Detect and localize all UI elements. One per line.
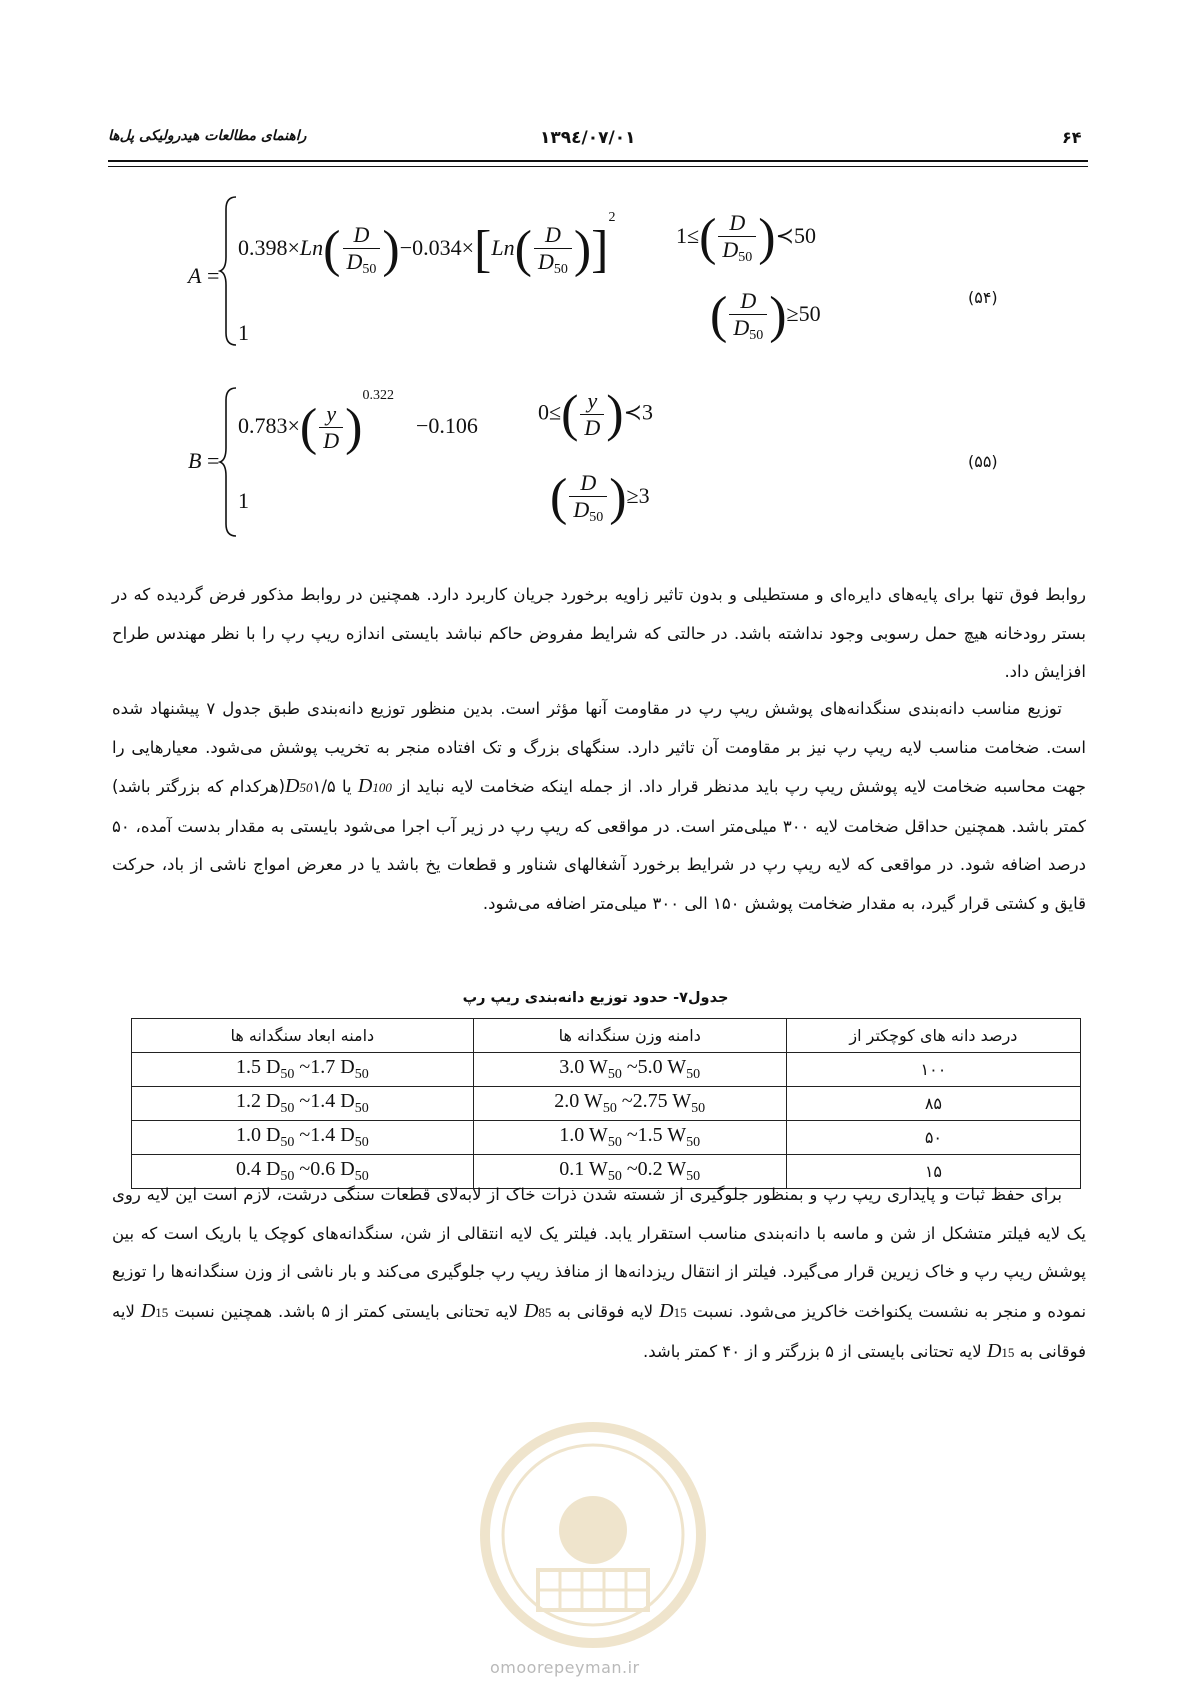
eq54-row1: 0.398×Ln( $\frac{D}{D_{50}}$ )−0.034×[Ln( $\frac{D}{D_{50}}$ )]$^2$ [238,210,616,278]
table-header: درصد دانه های کوچکتر از [786,1019,1080,1053]
table-row [132,1087,1081,1121]
book-title: راهنمای مطالعات هیدرولیکی پل‌ها [108,128,307,144]
table-row [132,1053,1081,1087]
eq54-cond1: 1≤( $\frac{D}{D_{50}}$ )≺50 [676,209,817,266]
paragraph-3-text-b: لایه فوقانی به [557,1301,654,1321]
seal-logo-icon [478,1420,708,1650]
table-cell-size: 1.5 $D_{50}$ ~1.7 $D_{50}$ [132,1053,474,1087]
table-cell-weight: 1.0 $W_{50}$ ~1.5 $W_{50}$ [473,1121,786,1155]
paragraph-1 [112,576,1086,692]
table-cell-percent: ۸۵ [786,1087,1080,1121]
table-caption: جدول۷- حدود توزیع دانه‌بندی ریپ رپ [462,990,729,1006]
eq54-number: (۵۴) [968,288,998,307]
table-cell-size: 1.2 $D_{50}$ ~1.4 $D_{50}$ [132,1087,474,1121]
table-cell-size: 0.4 $D_{50}$ ~0.6 $D_{50}$ [132,1155,474,1189]
table-cell-weight: 2.0 $W_{50}$ ~2.75 $W_{50}$ [473,1087,786,1121]
table-row [132,1121,1081,1155]
table-cell-percent: ۱۵ [786,1155,1080,1189]
watermark-text: omoorepeyman.ir [490,1658,640,1677]
eq55-row1: 0.783×( $\frac{y}{D}$ )$^{0.322}$ −0.106 [238,388,478,456]
eq55-number: (۵۵) [968,452,998,471]
table-cell-percent: ۵۰ [786,1121,1080,1155]
page-number: ۶۴ [1062,128,1082,147]
eq55-cond1: 0≤( $\frac{y}{D}$ )≺3 [538,385,654,443]
paragraph-2: توزیع مناسب دانه‌بندی سنگدانه‌های پوشش ریپ رپ در مقاومت آنها مؤثر است. بدین منظور توزیع دانه‌بندی طبق جدول ۷ پیشنهاد شده است. ضخامت مناسب لایه ریپ رپ نیز بر مقاومت آن تاثیر دارد. سنگهای بزرگ و تک افتاده منجر به تخریب پوشش می‌شود. معیارهایی را جهت محاسبه ضخامت لایه پوشش ریپ رپ باید مدنظر قرار داد. از جمله اینکه ضخامت لایه نباید از D100 یا D50۱/۵(هرکدام که بزرگتر باشد) کمتر باشد. همچنین حداقل ضخامت لایه ۳۰۰ میلی‌متر است. در مواقعی که ریپ رپ در زیر آب اجرا می‌شود بایستی به مقدار بدست آمده، ۵۰ درصد اضافه شود. در مواقعی که لایه ریپ رپ در شرایط برخورد آشغالهای شناور و قطعات یخ باشد یا در معرض امواج ناشی از باد، حرکت قایق و کشتی قرار گیرد، به مقدار ضخامت پوشش ۱۵۰ الی ۳۰۰ میلی‌متر اضافه می‌شود. [112,699,1086,913]
eq55-brace [218,386,238,538]
header-date: ۱۳۹٤/۰۷/۰۱ [540,128,636,148]
header-rule-bottom [108,166,1088,167]
riprap-gradation-table [131,1018,1081,1189]
eq55-cond2: ( $\frac{D}{D_{50}}$ )≥3 [550,469,650,526]
table-cell-weight: 3.0 $W_{50}$ ~5.0 $W_{50}$ [473,1053,786,1087]
header-rule-top [108,160,1088,162]
paragraph-3-text-e: لایه تحتانی بایستی از ۵ بزرگتر و از ۴۰ کمتر باشد. [643,1342,982,1361]
paragraph-2-text-b: یا [342,777,352,796]
eq54-row2: 1 [238,320,249,345]
paragraph-1-text: روابط فوق تنها برای پایه‌های دایره‌ای و مستطیلی و بدون تاثیر زاویه برخورد جریان کاربرد دارد. همچنین در روابط مذکور فرض گردیده که در بستر رودخانه هیچ حمل رسوبی وجود نداشته باشد. در حالتی که شرایط مفروض حاکم نباشد بایستی اندازه ریپ رپ را با نظر مهندس طراح افزایش داد. [112,585,1086,681]
paragraph-3: برای حفظ ثبات و پایداری ریپ رپ و بمنظور جلوگیری از شسته شدن ذرات خاک از لابه‌لای قطعات سنگی درشت، لازم است این لایه روی یک لایه فیلتر متشکل از شن و ماسه با دانه‌بندی مناسب استقرار یابد. فیلتر یک لایه انتقالی از شن، سنگدانه‌های کوچک یا باریک است که بین پوشش ریپ رپ و خاک زیرین قرار می‌گیرد. فیلتر از انتقال ریزدانه‌ها از منافذ ریپ رپ جلوگیری می‌کند و بار ناشی از وزن سنگدانه‌ها را توزیع نموده و منجر به نشست یکنواخت خاکریز می‌شود. نسبت D15 لایه فوقانی به D85 لایه تحتانی بایستی کمتر از ۵ باشد. همچنین نسبت D15 لایه فوقانی به D15 لایه تحتانی بایستی از ۵ بزرگتر و از ۴۰ کمتر باشد. [112,1185,1087,1362]
table-header: دامنه وزن سنگدانه ها [473,1019,786,1053]
table-cell-size: 1.0 $D_{50}$ ~1.4 $D_{50}$ [132,1121,474,1155]
paragraph-2-text-a: توزیع مناسب دانه‌بندی سنگدانه‌های پوشش ریپ رپ در مقاومت آنها مؤثر است. بدین منظور توزیع دانه‌بندی طبق جدول ۷ پیشنهاد شده است. ضخامت مناسب لایه ریپ رپ نیز بر مقاومت آن تاثیر دارد. سنگهای بزرگ و تک افتاده منجر به تخریب پوشش می‌شود. معیارهایی را جهت محاسبه ضخامت لایه پوشش ریپ رپ باید مدنظر قرار داد. از جمله اینکه ضخامت لایه نباید از [112,699,1086,796]
table-header-row [132,1019,1081,1053]
paragraph-3-text-a: برای حفظ ثبات و پایداری ریپ رپ و بمنظور جلوگیری از شسته شدن ذرات خاک از لابه‌لای قطعات سنگی درشت، لازم است این لایه روی یک لایه فیلتر متشکل از شن و ماسه با دانه‌بندی مناسب استقرار یابد. فیلتر یک لایه انتقالی از شن، سنگدانه‌های کوچک یا باریک است که بین پوشش ریپ رپ و خاک زیرین قرار می‌گیرد. فیلتر از انتقال ریزدانه‌ها از منافذ ریپ رپ جلوگیری می‌کند و بار ناشی از وزن سنگدانه‌ها را توزیع نموده و منجر به نشست یکنواخت خاکریز می‌شود. نسبت [112,1185,1087,1321]
table-cell-percent: ۱۰۰ [786,1053,1080,1087]
eq54-lhs: A = [188,263,220,288]
eq55-lhs: B = [188,448,220,473]
paragraph-3-text-c: لایه تحتانی بایستی کمتر از ۵ باشد. همچنین نسبت [174,1301,519,1321]
paragraph-2-text-c: ۱/۵ [312,777,336,796]
eq55-row2: 1 [238,488,249,513]
eq54-cond2: ( $\frac{D}{D_{50}}$ )≥50 [710,287,821,344]
paragraph-3-text-d: لایه فوقانی به [112,1301,1086,1361]
paragraph-2-text-d: (هرکدام که بزرگتر باشد) کمتر باشد. همچنین حداقل ضخامت لایه ۳۰۰ میلی‌متر است. در مواقعی که ریپ رپ در زیر آب اجرا می‌شود بایستی به مقدار بدست آمده، ۵۰ درصد اضافه شود. در مواقعی که لایه ریپ رپ در شرایط برخورد آشغالهای شناور و قطعات یخ باشد یا در معرض امواج ناشی از باد، حرکت قایق و کشتی قرار گیرد، به مقدار ضخامت پوشش ۱۵۰ الی ۳۰۰ میلی‌متر اضافه می‌شود. [112,777,1086,913]
table-cell-weight: 0.1 $W_{50}$ ~0.2 $W_{50}$ [473,1155,786,1189]
table-header: دامنه ابعاد سنگدانه ها [132,1019,474,1053]
eq54-brace [218,195,238,347]
